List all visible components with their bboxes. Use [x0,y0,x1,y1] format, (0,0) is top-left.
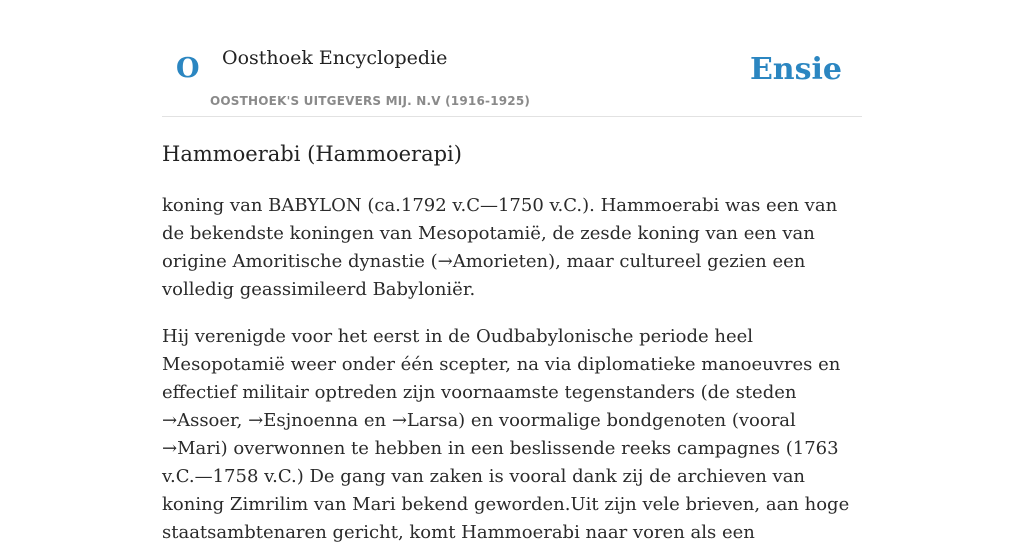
article [162,138,862,547]
brand-logo[interactable]: Ensie [749,52,842,87]
article-paragraph: koning van BABYLON (ca.1792 v.C—1750 v.C.). Hammoerabi was een van de bekendste koningen van Mesopotamië, de zesde koning van een van origine Amoritische dynastie (→Amorieten), maar cultureel gezien een volledig geassimileerd Babyloniër. [162,195,838,300]
publisher-subtitle: OOSTHOEK'S UITGEVERS MIJ. N.V (1916-1925) [210,94,531,108]
article-paragraph: Hij verenigde voor het eerst in de Oudbabylonische periode heel Mesopotamië weer onder één scepter, na via diplomatieke manoeuvres en effectief militair optreden zijn voornaamste tegenstanders (de steden →Assoer, →Esjnoenna en →Larsa) en voormalige bondgenoten (vooral →Mari) overwonnen te hebben in een beslissende reeks campagnes (1763 v.C.—1758 v.C.) De gang van zaken is vooral dank zij de archieven van koning Zimrilim van Mari bekend geworden.Uit zijn vele brieven, aan hoge staatsambtenaren gericht, komt Hammoerabi naar voren als een [162,326,850,543]
site-header [162,0,862,117]
entry-title: Hammoerabi (Hammoerapi) [162,142,462,166]
site-title[interactable]: Oosthoek Encyclopedie [222,47,448,69]
page [162,0,862,543]
site-logo[interactable]: O [176,53,200,84]
